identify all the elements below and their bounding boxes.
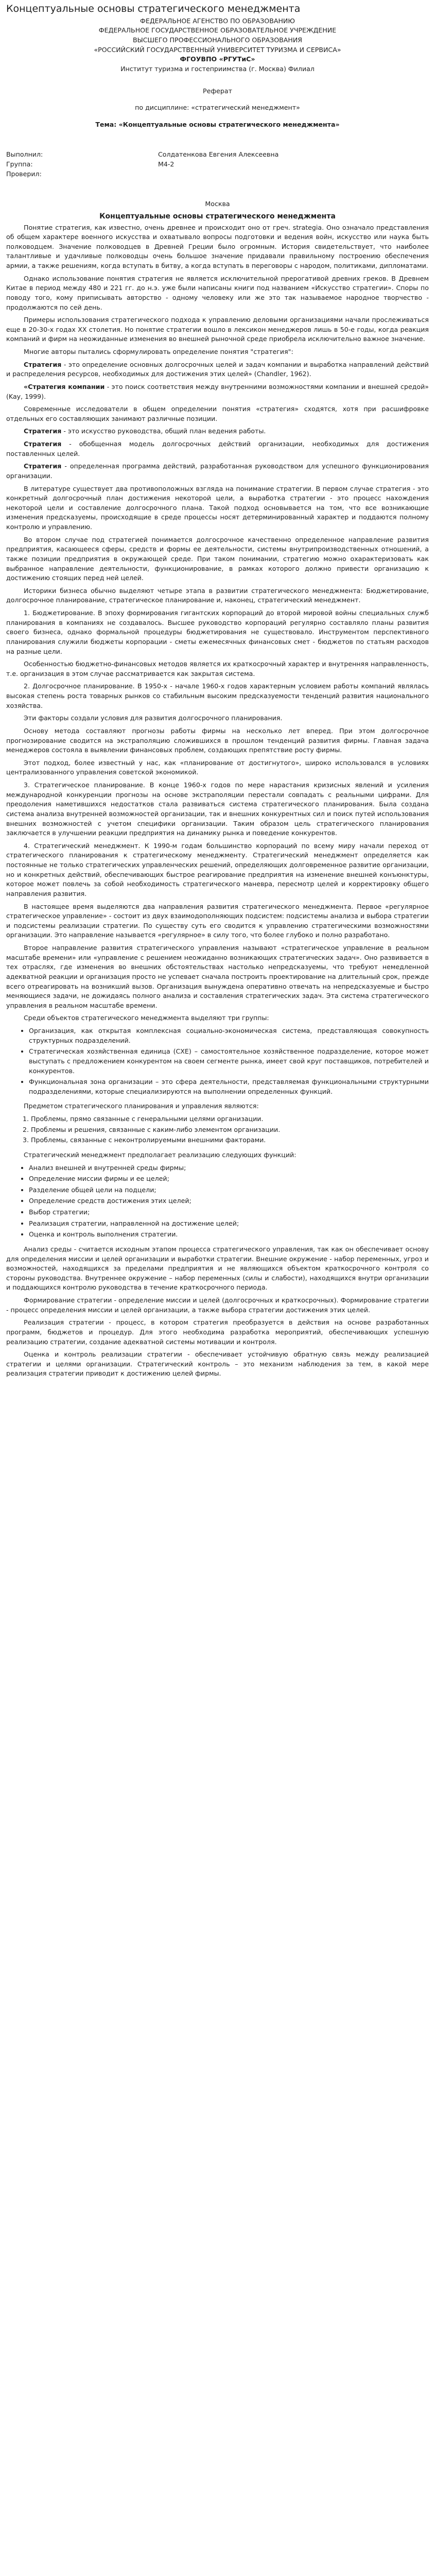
body-paragraph: В настоящее время выделяются два направления развития стратегического менеджмента. Первое «регулярное стратегическое управление» - состоит из двух взаимодополняющих подсистем: подсистемы анализа и выбора стратегии и подсистемы реализации стратегии. По существу суть его сводится к управлению стратегическими возможностями организации. Это направление называется «регулярное» в силу того, что более глубоко и полно разработано. — [6, 902, 429, 939]
definition-term: Стратегия — [24, 440, 62, 448]
topic-line: Тема: «Концептуальные основы стратегического менеджмента» — [95, 120, 340, 128]
body-paragraph: 1. Бюджетирование. В эпоху формирования гигантских корпораций до второй мировой войны специальных служб планирования в компаниях не создавалось. Высшее руководство корпораций регулярно составляло планы развития своего бизнеса, однако формальной процедуры бюджетирования не существовало. Инструментом перспективного планирования служили бюджеты корпорации - сметы ежемесячных финансовых смет - бюджетов по статьям расходов на разные цели. — [6, 609, 429, 655]
body-paragraph: 3. Стратегическое планирование. В конце 1960-х годов по мере нарастания кризисных явлений и усиления международной конкуренции прогнозы на основе экстраполяции перестали совпадать с реальными цифрами. Для преодоления наметившихся недостатков стала развиваться система стратегического планирования. Была создана система анализа внутренней возможностей организации, так и внешних конкурентных сил и поиск путей использования внешних возможностей с учетом специфики организации. Таким образом цель стратегического планирования заключается в улучшении реакции предприятия на динамику рынка и поведение конкурентов. — [6, 781, 429, 837]
definition-paragraph — [6, 382, 429, 401]
body-paragraph: Анализ среды - считается исходным этапом процесса стратегического управления, так как он обеспечивает основу для определения миссии и целей организации и выработки стратегии. Внешние окружение - набор переменных, угроз и возможностей, находящихся за пределами предприятия и не являющихся объектом краткосрочного контроля со стороны руководства. Внутреннее окружение – набор переменных (силы и слабости), находящихся внутри организации и поддающихся контролю руководства в течение краткосрочного периода. — [6, 1245, 429, 1292]
definition-paragraph — [6, 427, 429, 436]
body-paragraph: Примеры использования стратегического подхода к управлению деловыми организациями начали прослеживаться еще в 20-30-х годах XX столетия. Но понятие стратегии вошло в лексикон менеджеров лишь в 50-е годы, когда реакция компаний и фирм на неожиданные изменения во внешней рыночной среде приобрела исключительно важное значение. — [6, 316, 429, 343]
definition-term: Стратегия — [24, 462, 62, 470]
intro-paragraphs — [6, 223, 429, 345]
body-paragraph: Оценка и контроль реализации стратегии - обеспечивает устойчивую обратную связь между реализацией стратегии и целями организации. Стратегический контроль – это механизм наблюдения за тем, в какой мере реализация стратегии приводит к достижению целей фирмы. — [6, 1350, 429, 1378]
definitions-summary: Современные исследователи в общем определении понятия «стратегия» сходятся, хотя при расшифровке отдельных его составляющих занимают различные позиции. — [6, 405, 429, 422]
body-paragraph: Во втором случае под стратегией понимается долгосрочное качественно определенное направление развития предприятия, касающееся сферы, средств и формы ее деятельности, системы внутрипроизводственных отношений, а также позиции предприятия в окружающей среде. При таком понимании, стратегию можно охарактеризовать как выбранное направление деятельности, функционирование, в рамках которого должно привести организацию к достижению стоящих перед ней целей. — [6, 535, 429, 582]
list-item: 3. Проблемы, связанные с неконтролируемыми внешними факторами. — [31, 1136, 429, 1145]
performed-label: Выполнил: — [6, 150, 43, 159]
referat-label: Реферат — [203, 87, 232, 95]
functions-list — [6, 1163, 429, 1240]
list-item: • Функциональная зона организации – это сфера деятельности, представляемая функциональными структурными подразделениями, которые специализируются на выполнении определенных функций. — [29, 1077, 429, 1096]
body-paragraph: Этот подход, более известный у нас, как «планирование от достигнутого», широко использовался в условиях централизованного управления советской экономикой. — [6, 758, 429, 776]
body-paragraph: Особенностью бюджетно-финансовых методов является их краткосрочный характер и внутренняя направленность, т.е. организация в этом случае рассматривается как закрытая система. — [6, 660, 429, 677]
subjects-list — [6, 1114, 429, 1145]
definition-text: - это определение основных долгосрочных целей и задач компании и выработка направлений действий и распределения ресурсов, необходимых для достижения этих целей» (Chandler, 1962). — [6, 360, 429, 378]
definition-text: - определенная программа действий, разработанная руководством для успешного функционирования организации. — [6, 462, 429, 480]
institute-line: Институт туризма и гостеприимства (г. Москва) Филиал — [120, 64, 315, 73]
subjects-intro: Предметом стратегического планирования и управления являются: — [24, 1102, 259, 1110]
body-paragraph: Реализация стратегии - процесс, в котором стратегия преобразуется в действия на основе разработанных программ, бюджетов и процедур. Для этого необходима разработка мероприятий, обеспечивающих успешную реализацию стратегии, создание адекватной системы мотивации и контроля. — [6, 1318, 429, 1346]
list-item: • Определение средств достижения этих целей; — [29, 1196, 429, 1206]
performed-value: Солдатенкова Евгения Алексеевна — [158, 150, 279, 159]
org-line: ВЫСШЕГО ПРОФЕССИОНАЛЬНОГО ОБРАЗОВАНИЯ — [132, 36, 303, 44]
body-paragraph: 2. Долгосрочное планирование. В 1950-х - начале 1960-х годов характерным условием работы компаний являлась высокая степень роста товарных рынков со стабильным высоким предсказуемости тенденций развития национального хозяйства. — [6, 682, 429, 709]
list-item: • Стратегическая хозяйственная единица (СХЕ) – самостоятельное хозяйственное подразделение, которое может выступать с предложением конкурентом на своем сегменте рынка, имеет свой круг поставщиков, потребителей и конкурентов. — [29, 1047, 429, 1076]
body-paragraph: В литературе существует два противоположных взгляда на понимание стратегии. В первом случае стратегия - это конкретный долгосрочный план достижения некоторой цели, а выработка стратегии - это процесс нахождения некоторой цели и составление долгосрочного плана. Такой подход основывается на том, что все возникающие изменения предсказуемы, происходящие в среде процессы носят детерминированный характер и поддаются полному контролю и управлению. — [6, 484, 429, 531]
list-item: • Разделение общей цели на подцели; — [29, 1185, 429, 1195]
document-title: Концептуальные основы стратегического менеджмента — [6, 3, 301, 14]
definitions-list — [6, 360, 429, 402]
performed-row — [6, 150, 429, 160]
definition-text: - это искусство руководства, общий план ведения работы. — [61, 427, 266, 435]
body-paragraph: Однако использование понятия стратегия не является исключительной прерогативой древних греков. В Древнем Китае в период между 480 и 221 гг. до н.э. уже были написаны книги под названием «Искусство стратегии». Споры по поводу того, кому приписывать авторство - одному человеку или же это так называемое народное творчество - продолжаются по сей день. — [6, 274, 429, 311]
definitions-intro: Многие авторы пытались сформулировать определение понятия "стратегия": — [24, 348, 293, 356]
objects-list — [6, 1026, 429, 1096]
list-item: • Организация, как открытая комплексная социально-экономическая система, представляющая совокупность структурных подразделений. — [29, 1026, 429, 1045]
process-paragraphs — [6, 1245, 429, 1379]
list-item: • Анализ внешней и внутренней среды фирмы; — [29, 1163, 429, 1173]
organization-block — [6, 16, 429, 74]
body-paragraph: Основу метода составляют прогнозы работы фирмы на несколько лет вперед. При этом долгосрочное прогнозирование сводится на экстраполяцию сложившихся в прошлом тенденций развития фирмы. Главная задача менеджеров состояла в выявлении финансовых проблем, создающих препятствие росту фирмы. — [6, 726, 429, 754]
checked-row — [6, 170, 429, 179]
definition-term: Стратегия — [24, 360, 62, 368]
definition-term: «Стратегия компании — [24, 382, 105, 391]
definition-term: Стратегия — [24, 427, 62, 435]
org-line: ФЕДЕРАЛЬНОЕ ГОСУДАРСТВЕННОЕ ОБРАЗОВАТЕЛЬНОЕ УЧРЕЖДЕНИЕ — [98, 26, 337, 35]
functions-intro: Стратегический менеджмент предполагает реализацию следующих функций: — [24, 1150, 297, 1159]
list-item: • Реализация стратегии, направленной на достижение целей; — [29, 1219, 429, 1229]
group-row — [6, 160, 429, 170]
group-value: М4-2 — [158, 160, 175, 168]
definition-paragraph — [6, 360, 429, 379]
definition-paragraph — [6, 439, 429, 459]
definition-paragraph — [6, 462, 429, 481]
definition-text: - это поиск соответствия между внутренними возможностями компании и внешней средой» (Kay, 1999). — [6, 382, 429, 400]
body-paragraph: Формирование стратегии - определение миссии и целей (долгосрочных и краткосрочных). Формирование стратегии - процесс определения миссии и целей организации, а также выбора стратегии достижения этих целей. — [6, 1296, 429, 1314]
objects-intro: Среди объектов стратегического менеджмента выделяют три группы: — [24, 1014, 269, 1022]
body-paragraph: Второе направление развития стратегического управления называют «стратегическое управление в реальном масштабе времени» или «управление с решением неожиданно возникающих стратегических задач». Оно развивается в тех отраслях, где изменения во внешних обстоятельствах настолько непредсказуемы, что требуют немедленной адекватной реакции и организация просто не успевает сначала построить проектирование на длительный срок, прежде всего отреагировать на возникший вызов. Организация вынуждена оперативно отвечать на непредсказуемые и быстро меняющиеся задачи, не дожидаясь полного анализа и составления стратегических задач. Эта система стратегического управления в реальном масштабе времени. — [6, 944, 429, 1009]
definitions-list-2 — [6, 427, 429, 481]
author-meta — [6, 150, 429, 179]
history-paragraphs — [6, 484, 429, 1011]
group-label: Группа: — [6, 160, 33, 168]
list-item: 2. Проблемы и решения, связанные с каким-либо элементом организации. — [31, 1125, 429, 1135]
org-line: ФЕДЕРАЛЬНОЕ АГЕНСТВО ПО ОБРАЗОВАНИЮ — [140, 16, 295, 25]
section-title: Концептуальные основы стратегического менеджмента — [99, 212, 336, 221]
body-paragraph: Эти факторы создали условия для развития долгосрочного планирования. — [24, 714, 283, 722]
checked-label: Проверил: — [6, 170, 42, 178]
body-paragraph: Историки бизнеса обычно выделяют четыре этапа в развитии стратегического менеджмента: Бюджетирование, долгосрочное планирование, стратегическое планирование и, наконец, стратегический менеджмент. — [6, 586, 429, 604]
body-paragraph: 4. Стратегический менеджмент. К 1990-м годам большинство корпораций по всему миру начали переход от стратегического планирования к стратегическому менеджменту. Стратегический менеджмент определяется как постоянные не только стратегических управленческих решений, определяющих долговременное развитие организации, но и конкретных действий, обеспечивающих быстрое реагирование предприятия на изменение внешней конъюнктуры, которое может повлечь за собой необходимость стратегического маневра, пересмотр целей и корректировку общего направления развития. — [6, 841, 429, 897]
org-line: «РОССИЙСКИЙ ГОСУДАРСТВЕННЫЙ УНИВЕРСИТЕТ ТУРИЗМА И СЕРВИСА» — [94, 45, 341, 54]
list-item: • Выбор стратегии; — [29, 1208, 429, 1217]
definition-text: - обобщенная модель долгосрочных действий организации, необходимых для достижения поставленных целей. — [6, 440, 429, 457]
list-item: • Определение миссии фирмы и ее целей; — [29, 1174, 429, 1184]
list-item: 1. Проблемы, прямо связанные с генеральными целями организации. — [31, 1114, 429, 1124]
body-paragraph: Понятие стратегия, как известно, очень древнее и происходит оно от греч. strategia. Оно означало представления об общем характере военного искусства и охватывало вопросы подготовки и ведения войн, искусство или наука быть полководцем. Значение полководцев в Древней Греции было огромным. История свидетельствует, что наиболее талантливые и удачливые полководцы очень большое значение придавали правильному построению обеспечения армии, а также решениям, когда вступать в битву, а когда вступать в переговоры с народом, политиками, дипломатами. — [6, 223, 429, 270]
list-item: • Оценка и контроль выполнения стратегии. — [29, 1230, 429, 1240]
city-line: Москва — [205, 200, 230, 208]
discipline-line: по дисциплине: «стратегический менеджмент» — [135, 104, 300, 112]
university-abbreviation: ФГОУВПО «РГУТиС» — [180, 55, 255, 63]
